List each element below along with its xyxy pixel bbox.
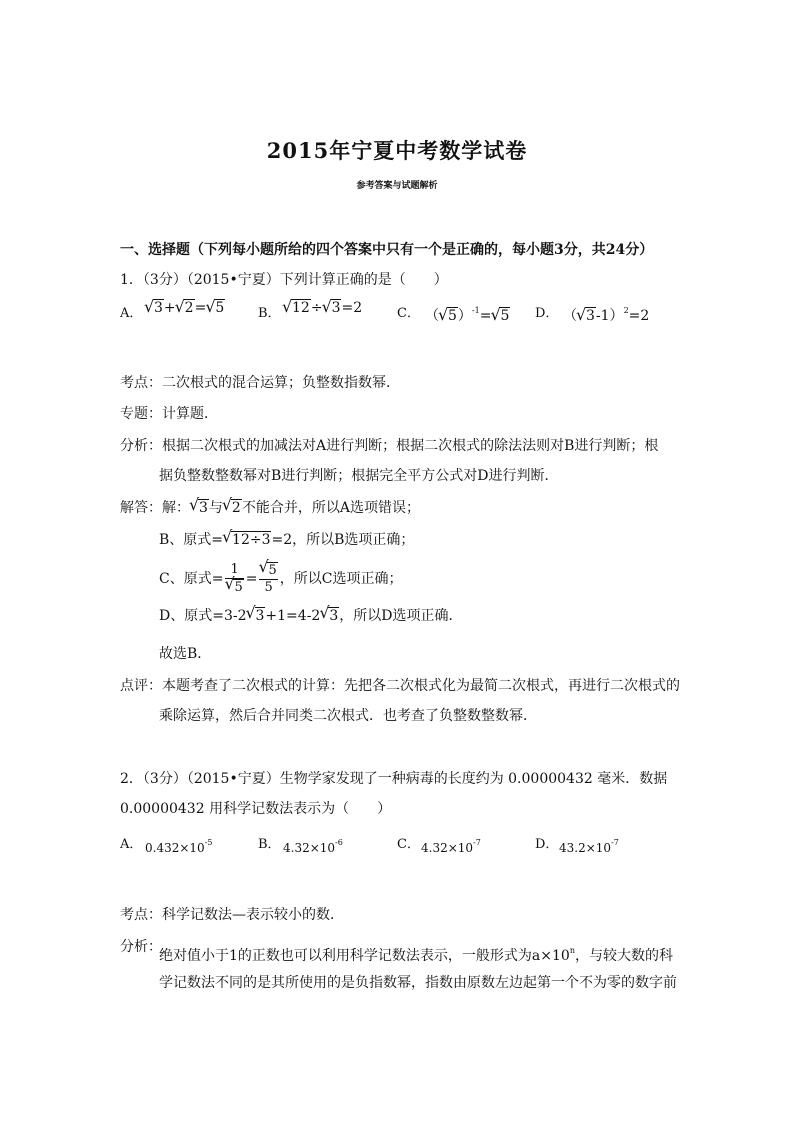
q1-jieda-3: C、原式= 1 √ 5 = √ $\frac{5}{5}$ ，所以C选项正确；	[159, 562, 402, 596]
q2-option-b-label: B．	[258, 837, 281, 852]
jieda-text: 不能合并，所以A选项错误；	[241, 500, 420, 516]
q2-option-d-label: D．	[535, 837, 559, 852]
q2-option-c-label: C．	[397, 837, 420, 852]
dianping-label: 点评：	[120, 678, 162, 694]
jieda-text: C、原式=	[159, 571, 224, 587]
q2-option-a: $0.432\times 10^{-5}$	[145, 838, 213, 855]
q1-stem: 1．（3分）（2015•宁夏）下列计算正确的是（ ）	[120, 272, 448, 288]
q1-jieda-1: 解答：解：√ 3与√ 2不能合并，所以A选项错误；	[120, 498, 420, 518]
q2-stem-1: 2．（3分）（2015•宁夏）生物学家发现了一种病毒的长度约为 0.00000432 毫米．数据	[120, 771, 668, 787]
q2-fenxi-label: 分析：	[120, 939, 162, 955]
q2-option-b: $4.32\times 10^{-6}$	[283, 838, 343, 855]
jieda-text: +1=4-2	[265, 608, 321, 624]
q2-option-c: $4.32\times 10^{-7}$	[421, 838, 481, 855]
q1-option-a: √ 3+√ 2=√ 5	[145, 300, 225, 316]
q1-kaodian	[120, 373, 400, 393]
jieda-text: D、原式=3-2	[159, 608, 247, 624]
q2-fenxi-line1: 绝对值小于1的正数也可以利用科学记数法表示，一般形式为$a\times 10^n$，与较大数的科	[159, 946, 673, 964]
q2-option-a-label: A．	[120, 837, 143, 852]
fenxi-label: 分析：	[120, 438, 162, 454]
page-title: 2015年宁夏中考数学试卷	[266, 138, 528, 163]
q1-fenxi-line2: 据负整数整数幂对B进行判断；根据完全平方公式对D进行判断．	[159, 468, 559, 484]
q1-dianping	[120, 676, 680, 696]
q1-option-b-label: B．	[258, 306, 281, 321]
fenxi-text: ，与较大数的科	[574, 948, 673, 964]
fraction: 1 √ 5	[225, 562, 243, 596]
q1-jieda-4: D、原式=3-2√ 3+1=4-2√ 3，所以D选项正确．	[159, 606, 463, 626]
dianping-text-1: 本题考查了二次根式的计算：先把各二次根式化为最简二次根式，再进行二次根式的	[162, 678, 680, 694]
fraction: √ $\frac{5}{5}$	[259, 562, 277, 596]
q1-option-d-label: D．	[535, 306, 559, 321]
zhuanti-label: 专题：	[120, 406, 162, 422]
q1-fenxi	[120, 436, 658, 456]
kaodian-label: 考点：	[120, 907, 162, 923]
fenxi-text-1: 根据二次根式的加减法对A进行判断；根据二次根式的除法法则对B进行判断；根	[162, 438, 659, 454]
kaodian-label: 考点：	[120, 375, 162, 391]
q1-option-c-label: C．	[397, 306, 420, 321]
jieda-label: 解答：	[120, 500, 162, 516]
jieda-text: ，所以C选项正确；	[279, 571, 403, 587]
jieda-text: ，所以D选项正确．	[339, 608, 463, 624]
q1-jieda-2: B、原式=√ 12÷3=2，所以B选项正确；	[159, 530, 414, 550]
fenxi-text: 绝对值小于1的正数也可以利用科学记数法表示，一般形式为a×10	[159, 948, 570, 964]
section-heading: 一、选择题（下列每小题所给的四个答案中只有一个是正确的，每小题3分，共24分）	[120, 242, 654, 258]
page-subtitle: 参考答案与试题解析	[356, 181, 438, 191]
q1-jieda-5: 故选B．	[159, 646, 212, 662]
q1-option-b: √ 12÷√ 3=2	[283, 300, 362, 316]
jieda-text: =2，所以B选项正确；	[271, 532, 415, 548]
jieda-text: B、原式=	[159, 532, 224, 548]
q2-kaodian	[120, 905, 344, 925]
q1-zhuanti	[120, 404, 218, 424]
jieda-text: 与	[208, 500, 223, 516]
zhuanti-text: 计算题．	[162, 406, 218, 422]
q1-dianping-line2: 乘除运算，然后合并同类二次根式．也考查了负整数整数幂．	[159, 708, 537, 724]
q2-stem-2: 0.00000432 用科学记数法表示为（ ）	[120, 801, 392, 817]
q1-option-d: （√ 3-1）$^2$=2	[563, 305, 649, 325]
q1-option-a-label: A．	[120, 306, 143, 321]
q2-option-d: $43.2\times 10^{-7}$	[559, 838, 619, 855]
q1-option-c: （√ 5）$^{-1}$=√ 5	[425, 305, 510, 325]
jieda-text: 解：	[162, 500, 190, 516]
q2-fenxi-line2: 学记数法不同的是其所使用的是负指数幂，指数由原数左边起第一个不为零的数字前	[159, 975, 677, 991]
kaodian-text: 二次根式的混合运算；负整数指数幂．	[162, 375, 400, 391]
kaodian-text: 科学记数法—表示较小的数．	[162, 907, 344, 923]
